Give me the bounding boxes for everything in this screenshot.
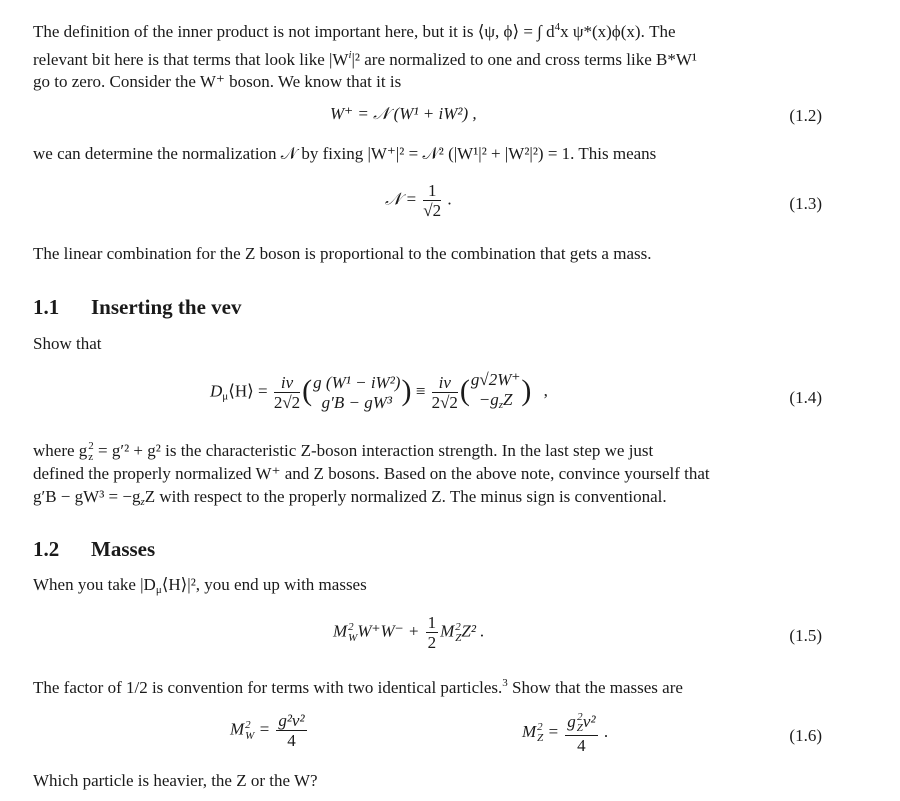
- text-line: relevant bit here is that terms that look like $|W^i|^2$ are normalized to one and cross terms like B*W¹: [33, 48, 697, 69]
- text-line: defined the properly normalized W⁺ and Z bosons. Based on the above note, convince yourself that: [33, 464, 710, 484]
- paragraph-question: Which particle is heavier, the Z or the W?: [33, 771, 318, 790]
- text-line: go to zero. Consider the W⁺ boson. We know that it is: [33, 72, 402, 91]
- equation-number: (1.3): [789, 194, 822, 213]
- paragraph-interaction-strength: [33, 440, 833, 513]
- section-heading-1-1: 1.1 Inserting the vev: [33, 295, 242, 319]
- equation-body: W⁺ = 𝒩 (W¹ + iW²) ,: [330, 104, 477, 123]
- paragraph-normalization: we can determine the normalization 𝒩 by fixing |W⁺|² = 𝒩² (|W¹|² + |W²|²) = 1. This means: [33, 144, 657, 163]
- equation-number: (1.4): [789, 388, 822, 407]
- fraction: $\frac{1}{√2}$: [423, 181, 442, 220]
- equation-1-3: 𝒩 = $\frac{1}{√2}$ . (1.3): [385, 181, 822, 220]
- equation-lhs: 𝒩 =: [385, 189, 418, 209]
- text-line: $g'B - gW^3 = -g_zZ$ with respect to the properly normalized Z. The minus sign is conventional.: [33, 486, 667, 508]
- equation-number: (1.2): [789, 106, 822, 125]
- fraction: $\frac{1}{2}$: [427, 613, 437, 652]
- equation-1-5: M 2 W W⁺W⁻ + $\frac{1}{2}$ M 2 Z Z² . (1.5): [333, 613, 822, 652]
- equation-1-6: M 2 W = $\frac{\text{g²v²}}{4}$ M 2 Z = g 2 Z v² 4 . (1.6): [230, 711, 822, 755]
- paragraph-intro: [33, 16, 833, 94]
- footnote-marker[interactable]: 3: [502, 677, 508, 689]
- paragraph-masses-intro: When you take $|D_\mu⟨H⟩|^2$, you end up with masses: [33, 575, 367, 596]
- paragraph-factor-convention: The factor of 1/2 is convention for terms with two identical particles.$^3$ Show that the masses are: [33, 677, 683, 697]
- equation-number: (1.6): [789, 726, 822, 745]
- fraction: $\frac{iv}{2√2}$: [273, 373, 301, 412]
- equation-1-4: $D_\mu⟨H⟩$ = $\frac{iv}{2√2}$ ( g (W¹ − iW²) g′B − gW³ ) ≡ $\frac{iv}{2√2}$ ( g√2W⁺ $-g_zZ$ ) , (1.4): [0, 368, 900, 428]
- fraction: $\frac{iv}{2√2}$: [431, 373, 458, 412]
- vector: g (W¹ − iW²) g′B − gW³: [313, 372, 401, 412]
- fraction: g 2 Z v² 4: [567, 711, 596, 755]
- section-heading-1-2: 1.2 Masses: [33, 537, 156, 561]
- vector: g√2W⁺ $-g_zZ$: [470, 370, 521, 411]
- fraction: $\frac{\text{g²v²}}{4}$: [278, 711, 305, 750]
- paragraph-show-that: Show that: [33, 334, 102, 353]
- text-line: where g 2 z = g′² + g² is the characteristic Z-boson interaction strength. In the last step we just: [33, 440, 654, 464]
- equation-number: (1.5): [789, 626, 822, 645]
- paragraph-z-boson: The linear combination for the Z boson is proportional to the combination that gets a mass.: [33, 244, 652, 263]
- equation-1-2: [0, 96, 900, 136]
- text-line: The definition of the inner product is not important here, but it is ⟨ψ, ϕ⟩ = ∫ $d^4x$ ψ*(x)ϕ(x). The: [33, 21, 676, 41]
